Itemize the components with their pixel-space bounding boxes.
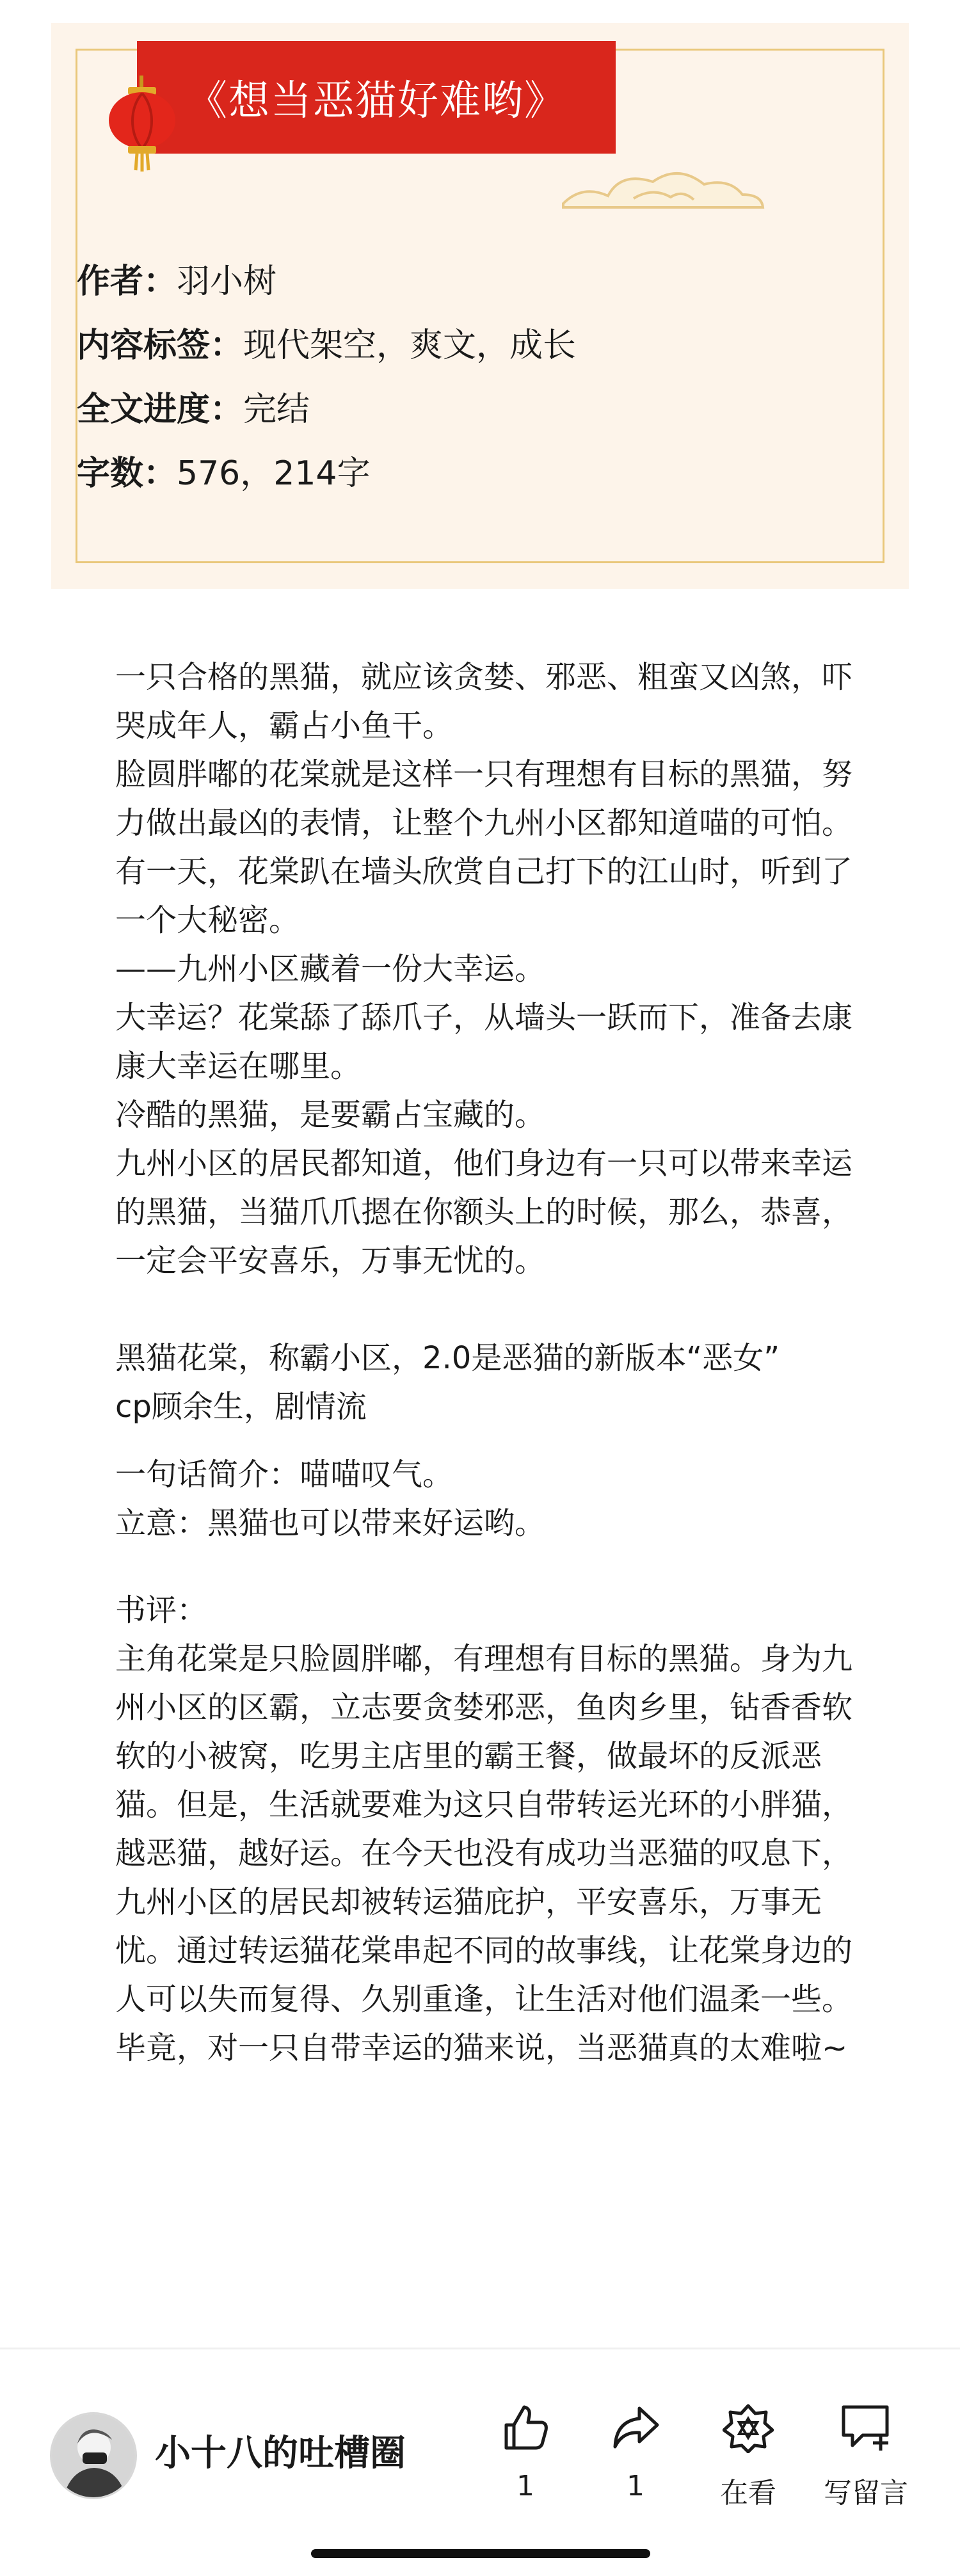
- summary-paragraph: 有一天，花棠趴在墙头欣赏自己打下的江山时，听到了一个大秘密。: [115, 854, 853, 938]
- meta-author-value: 羽小树: [177, 262, 277, 301]
- share-icon: [610, 2402, 661, 2453]
- like-count: 1: [516, 2470, 534, 2502]
- review-heading: 书评：: [115, 1592, 208, 1628]
- paragraph-spacer: [115, 1567, 858, 1586]
- book-meta-list: [77, 250, 576, 506]
- meta-tags: [77, 314, 576, 378]
- share-button[interactable]: [588, 2402, 684, 2502]
- meta-author-key: 作者：: [77, 262, 177, 301]
- meta-author: [77, 250, 576, 314]
- tagline-paragraph: 一句话简介：喵喵叹气。: [115, 1457, 454, 1492]
- summary-paragraph: 大幸运？花棠舔了舔爪子，从墙头一跃而下，准备去康康大幸运在哪里。: [115, 1000, 853, 1084]
- summary-paragraph: 九州小区的居民都知道，他们身边有一只可以带来幸运的黑猫，当猫爪爪摁在你额头上的时候，那么，恭喜，一定会平安喜乐，万事无忧的。: [115, 1146, 853, 1279]
- like-icon: [500, 2402, 551, 2453]
- meta-progress-value: 完结: [243, 390, 310, 429]
- zaikan-label: 在看: [720, 2477, 776, 2509]
- meta-wordcount-value: 576，214字: [177, 454, 371, 493]
- meta-progress: [77, 378, 576, 442]
- bottom-action-bar: [0, 2348, 960, 2576]
- meta-wordcount: [77, 442, 576, 506]
- zaikan-button[interactable]: [700, 2402, 796, 2511]
- avatar-portrait-icon: [52, 2414, 135, 2497]
- paragraph-spacer: [115, 1548, 858, 1567]
- book-title: 《想当恶猫好难哟》: [137, 41, 616, 154]
- cloud-icon: [557, 159, 768, 218]
- article-body: [115, 653, 858, 2072]
- share-count: 1: [627, 2470, 644, 2502]
- summary-paragraph: cp顾余生，剧情流: [115, 1389, 367, 1425]
- comment-button[interactable]: [812, 2402, 920, 2511]
- review-text: 主角花棠是只脸圆胖嘟，有理想有目标的黑猫。身为九州小区的区霸，立志要贪婪邪恶，鱼肉乡里，钻香香软软的小被窝，吃男主店里的霸王餐，做最坏的反派恶猫。但是，生活就要难为这只自带转运光环的小胖猫，越恶猫，越好运。在今天也没有成功当恶猫的叹息下，九州小区的居民却被转运猫庇护，平安喜乐，万事无忧。通过转运猫花棠串起不同的故事线，让花棠身边的人可以失而复得、久别重逢，让生活对他们温柔一些。毕竟，对一只自带幸运的猫来说，当恶猫真的太难啦~: [115, 1641, 853, 2066]
- meta-wordcount-key: 字数：: [77, 454, 177, 493]
- theme-paragraph: 立意：黑猫也可以带来好运哟。: [115, 1505, 546, 1541]
- account-name[interactable]: 小十八的吐槽圈: [155, 2433, 406, 2474]
- zaikan-icon: [723, 2402, 774, 2453]
- meta-progress-key: 全文进度：: [77, 390, 244, 429]
- summary-paragraph: 脸圆胖嘟的花棠就是这样一只有理想有目标的黑猫，努力做出最凶的表情，让整个九州小区都知道喵的可怕。: [115, 756, 853, 841]
- like-button[interactable]: [477, 2402, 573, 2502]
- paragraph-spacer: [115, 1431, 858, 1450]
- account-avatar[interactable]: [50, 2412, 137, 2499]
- comment-icon: [838, 2402, 893, 2453]
- paragraph-spacer: [115, 1285, 858, 1334]
- summary-paragraph: 冷酷的黑猫，是要霸占宝藏的。: [115, 1097, 546, 1133]
- home-indicator[interactable]: [311, 2549, 650, 2558]
- summary-paragraph: ——九州小区藏着一份大幸运。: [115, 951, 546, 987]
- meta-tags-key: 内容标签：: [77, 326, 244, 365]
- comment-label: 写留言: [824, 2477, 908, 2509]
- summary-paragraph: 一只合格的黑猫，就应该贪婪、邪恶、粗蛮又凶煞，吓哭成年人，霸占小鱼干。: [115, 659, 853, 744]
- meta-tags-value: 现代架空，爽文，成长: [243, 326, 577, 365]
- summary-paragraph: 黑猫花棠，称霸小区，2.0是恶猫的新版本“恶女”: [115, 1340, 780, 1376]
- lantern-icon: [108, 76, 178, 172]
